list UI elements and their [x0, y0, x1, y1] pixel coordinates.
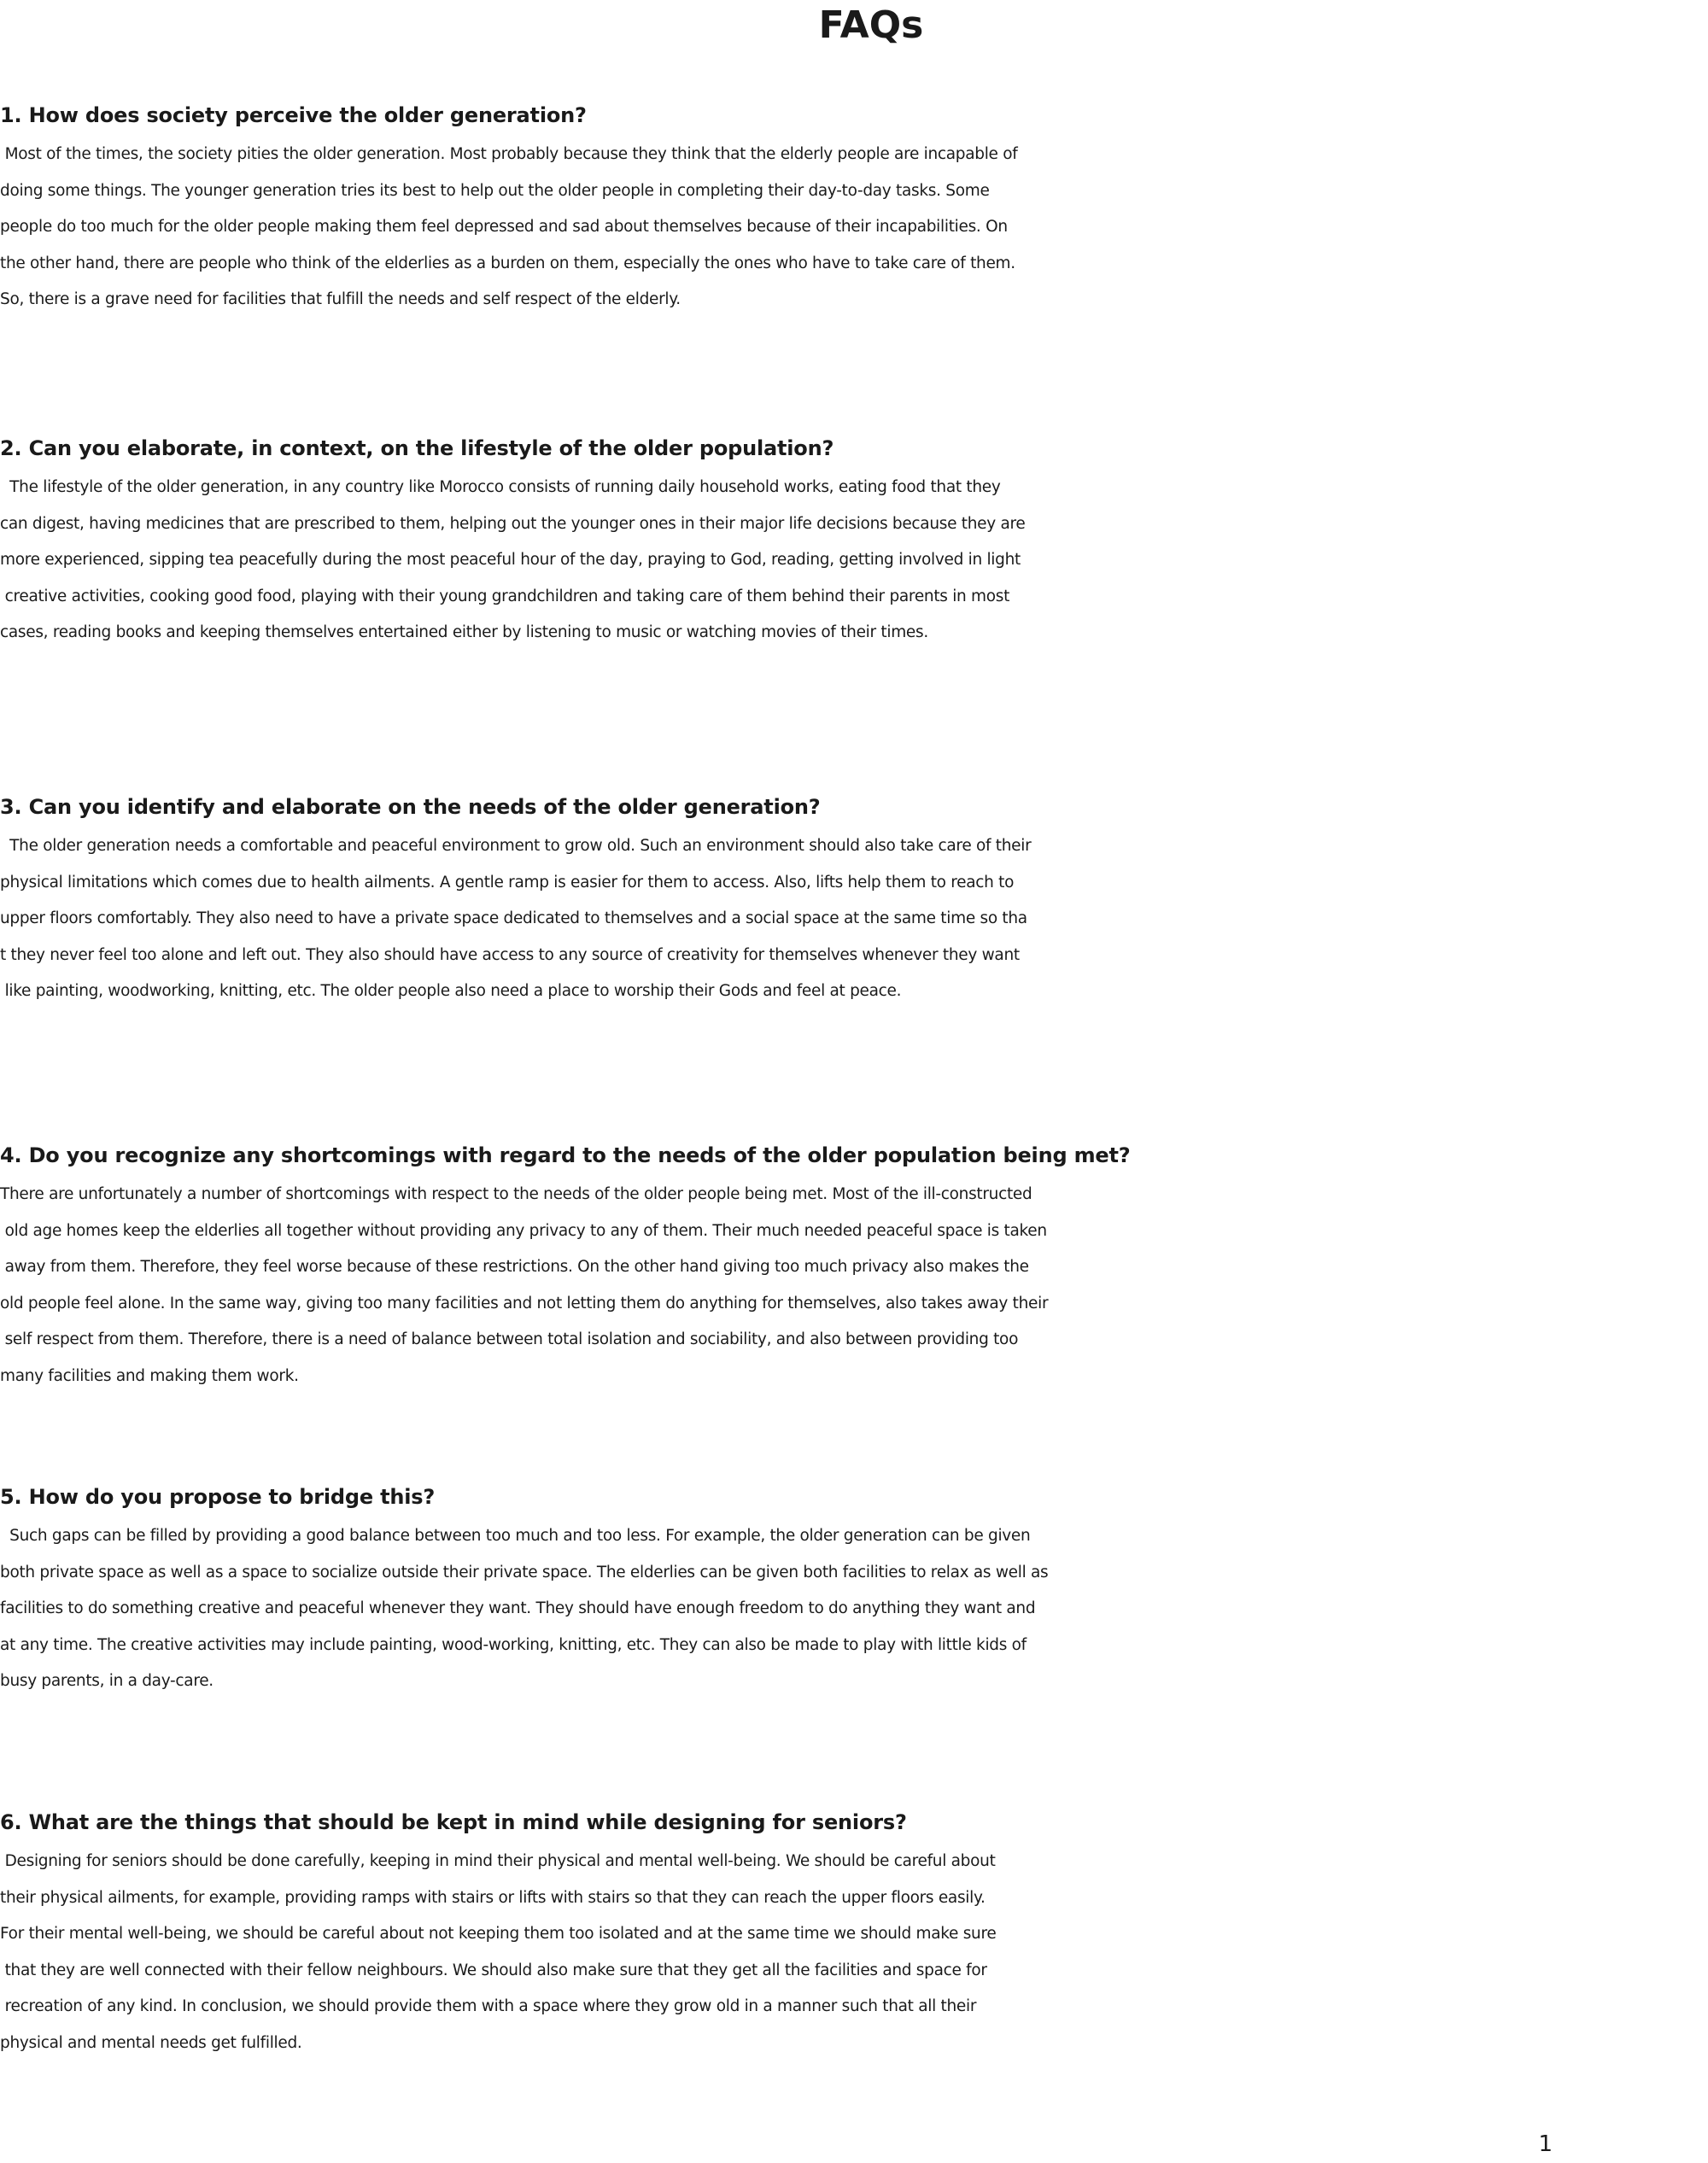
faq-item-4: [0, 1134, 1708, 1394]
faq-item-6: [0, 1801, 1708, 2061]
faq-question: 2. Can you elaborate, in context, on the lifestyle of the older population?: [0, 436, 834, 460]
faq-answer: The lifestyle of the older generation, in any country like Morocco consists of running daily household works, eating food that they can digest, having medicines that are prescribed to them, helping out the younger ones in their major life decisions because they are more experienced, sipping tea peacefully during the most peaceful hour of the day, praying to God, reading, getting involved in light creative activities, cooking good food, playing with their young grandchildren and taking care of them behind their parents in most cases, reading books and keeping themselves entertained either by listening to music or watching movies of their times.: [0, 478, 1026, 641]
faq-question: 5. How do you propose to bridge this?: [0, 1485, 436, 1509]
faq-question: 1. How does society perceive the older generation?: [0, 103, 587, 127]
faq-answer: Such gaps can be filled by providing a good balance between too much and too less. For example, the older generation can be given both private space as well as a space to socialize outside their private space. The elderlies can be given both facilities to relax as well as facilities to do something creative and peaceful whenever they want. They should have enough freedom to do anything they want and at any time. The creative activities may include painting, wood-working, knitting, etc. They can also be made to play with little kids of busy parents, in a day-care.: [0, 1527, 1049, 1690]
faq-item-5: [0, 1476, 1708, 1700]
faq-question: 6. What are the things that should be kept in mind while designing for seniors?: [0, 1810, 907, 1834]
faq-item-2: [0, 427, 1708, 652]
faq-answer: Most of the times, the society pities the older generation. Most probably because they think that the elderly people are incapable of doing some things. The younger generation tries its best to help out the older people in completing their day-to-day tasks. Some people do too much for the older people making them feel depressed and sad about themselves because of their incapabilities. On the other hand, there are people who think of the elderlies as a burden on them, especially the ones who have to take care of them. So, there is a grave need for facilities that fulfill the needs and self respect of the elderly.: [0, 145, 1018, 308]
faq-answer: The older generation needs a comfortable and peaceful environment to grow old. Such an environment should also take care of their physical limitations which comes due to health ailments. A gentle ramp is easier for them to access. Also, lifts help them to reach to upper floors comfortably. They also need to have a private space dedicated to themselves and a social space at the same time so tha t they never feel too alone and left out. They also should have access to any source of creativity for themselves whenever they want like painting, woodworking, knitting, etc. The older people also need a place to worship their Gods and feel at peace.: [0, 837, 1032, 1000]
faq-question: 4. Do you recognize any shortcomings with regard to the needs of the older population being met?: [0, 1143, 1131, 1167]
faq-answer: Designing for seniors should be done carefully, keeping in mind their physical and mental well-being. We should be careful about their physical ailments, for example, providing ramps with stairs or lifts with stairs so that they can reach the upper floors easily. For their mental well-being, we should be careful about not keeping them too isolated and at the same time we should make sure that they are well connected with their fellow neighbours. We should also make sure that they get all the facilities and space for recreation of any kind. In conclusion, we should provide them with a space where they grow old in a manner such that all their physical and mental needs get fulfilled.: [0, 1852, 997, 2052]
page-number: 1: [1538, 2131, 1553, 2157]
faq-item-3: [0, 786, 1708, 1010]
page-title: FAQs: [818, 3, 924, 47]
faq-item-1: [0, 94, 1708, 319]
faq-answer: There are unfortunately a number of shortcomings with respect to the needs of the older people being met. Most of the ill-constructed old age homes keep the elderlies all together without providing any privacy to any of them. Their much needed peaceful space is taken away from them. Therefore, they feel worse because of these restrictions. On the other hand giving too much privacy also makes the old people feel alone. In the same way, giving too many facilities and not letting them do anything for themselves, also takes away their self respect from them. Therefore, there is a need of balance between total isolation and sociability, and also between providing too many facilities and making them work.: [0, 1185, 1049, 1385]
faq-question: 3. Can you identify and elaborate on the needs of the older generation?: [0, 795, 821, 819]
